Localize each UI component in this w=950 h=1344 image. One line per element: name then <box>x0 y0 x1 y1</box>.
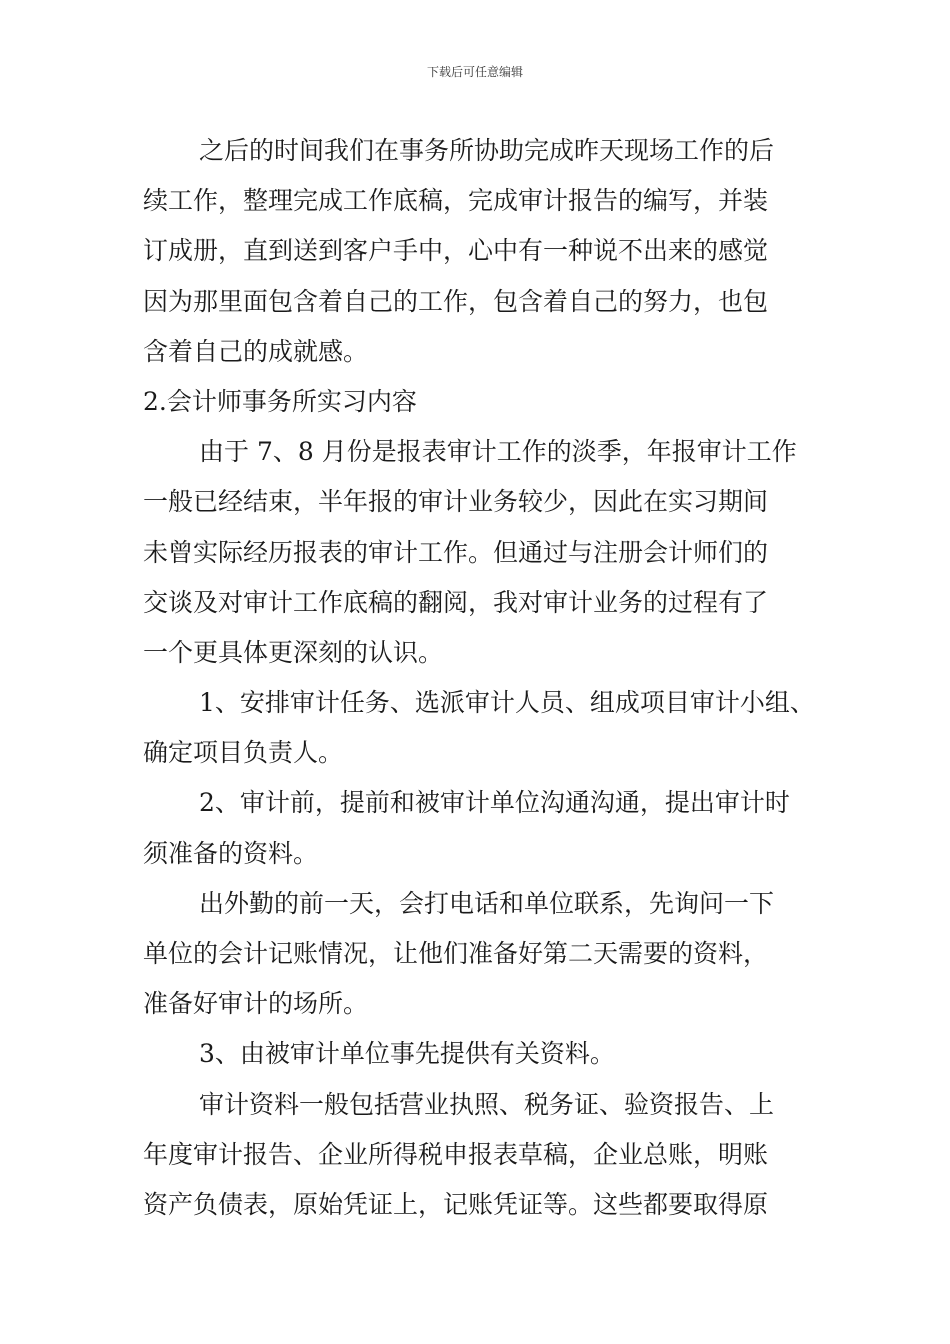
text-line: 年度审计报告、企业所得税申报表草稿，企业总账，明账 <box>143 1139 769 1169</box>
text-line: 资产负债表，原始凭证上，记账凭证等。这些都要取得原 <box>143 1189 769 1219</box>
text-line: 一个更具体更深刻的认识。 <box>143 637 444 667</box>
text-line: 未曾实际经历报表的审计工作。但通过与注册会计师们的 <box>143 537 769 567</box>
text-line: 审计资料一般包括营业执照、税务证、验资报告、上 <box>199 1089 775 1119</box>
text-line: 一般已经结束，半年报的审计业务较少，因此在实习期间 <box>143 487 769 517</box>
text-line: 由于 7、8 月份是报表审计工作的淡季，年报审计工作 <box>199 437 797 467</box>
page-header: 下载后可任意编辑 <box>426 65 523 79</box>
document-body <box>143 126 815 1230</box>
section-heading: 2.会计师事务所实习内容 <box>143 386 417 416</box>
text-line: 出外勤的前一天，会打电话和单位联系，先询问一下 <box>199 888 775 918</box>
text-line: 因为那里面包含着自己的工作，包含着自己的努力，也包 <box>143 286 769 316</box>
list-item: 2、审计前，提前和被审计单位沟通沟通，提出审计时 <box>199 788 790 818</box>
text-line: 续工作，整理完成工作底稿，完成审计报告的编写，并装 <box>143 186 769 216</box>
text-line: 订成册，直到送到客户手中，心中有一种说不出来的感觉 <box>143 236 769 266</box>
text-line: 准备好审计的场所。 <box>143 989 369 1019</box>
list-item: 3、由被审计单位事先提供有关资料。 <box>199 1039 615 1069</box>
text-line: 确定项目负责人。 <box>143 738 344 768</box>
list-item: 1、安排审计任务、选派审计人员、组成项目审计小组、 <box>199 688 815 718</box>
text-line: 含着自己的成就感。 <box>143 336 369 366</box>
text-line: 须准备的资料。 <box>143 838 319 868</box>
text-line: 交谈及对审计工作底稿的翻阅，我对审计业务的过程有了 <box>143 587 769 617</box>
text-line: 之后的时间我们在事务所协助完成昨天现场工作的后 <box>199 136 775 165</box>
text-line: 单位的会计记账情况，让他们准备好第二天需要的资料， <box>143 939 769 968</box>
